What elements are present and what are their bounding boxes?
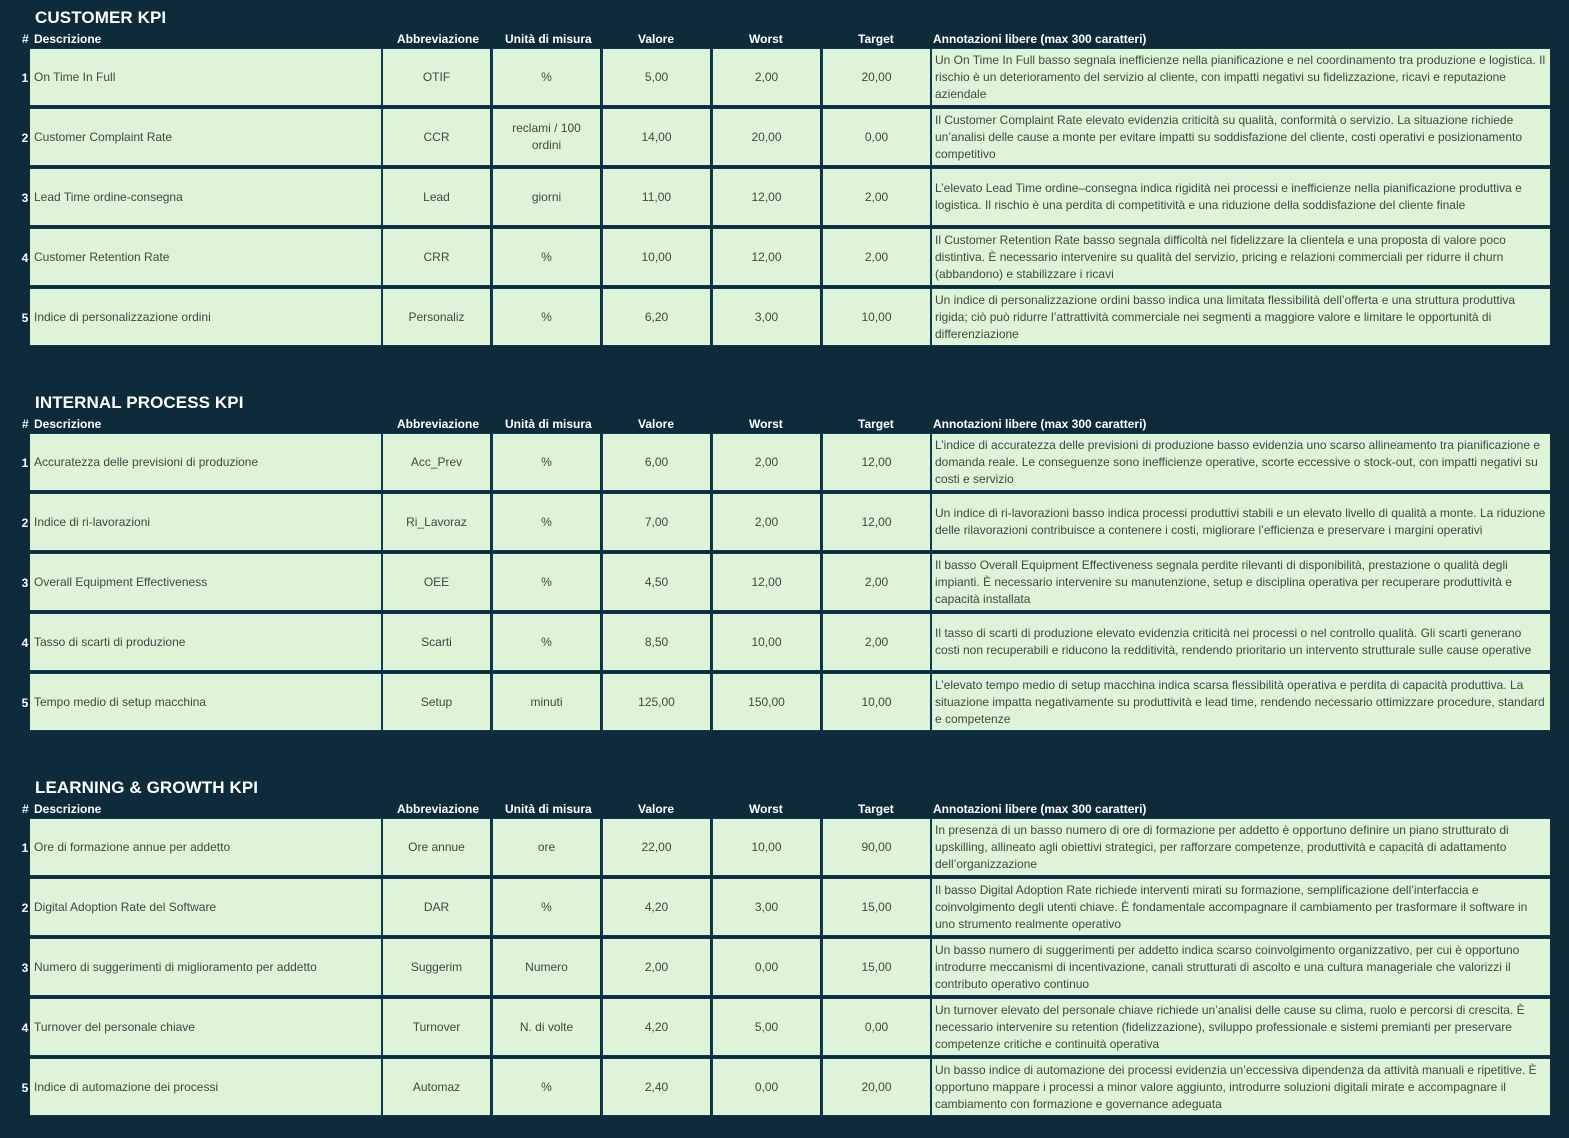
cell-desc[interactable]: Tempo medio di setup macchina [30, 673, 381, 731]
cell-unit[interactable]: % [491, 878, 600, 936]
table-row [0, 938, 1569, 998]
row-number: 5 [21, 1081, 29, 1095]
header-num: # [22, 32, 29, 46]
cell-note[interactable]: Il basso Digital Adoption Rate richiede interventi mirati su formazione, semplificazione dell’interfaccia e coinvolgimento degli utenti chiave. È fondamentale accompagnare il cambiamento per trasformare il software in uno strumento realmente operativo [930, 878, 1550, 936]
cell-worst[interactable]: 5,00 [711, 998, 820, 1056]
header-desc: Descrizione [34, 802, 102, 816]
cell-abbr[interactable]: Automaz [381, 1058, 490, 1116]
cell-abbr[interactable]: Suggerim [381, 938, 490, 996]
cell-unit[interactable]: % [491, 493, 600, 551]
cell-target[interactable]: 2,00 [821, 228, 930, 286]
row-number: 3 [21, 576, 29, 590]
header-val: Valore [638, 32, 675, 46]
cell-target[interactable]: 12,00 [821, 433, 930, 491]
cell-abbr[interactable]: OTIF [381, 48, 490, 106]
cell-abbr[interactable]: OEE [381, 553, 490, 611]
cell-abbr[interactable]: Ore annue [381, 818, 490, 876]
cell-desc[interactable]: Accuratezza delle previsioni di produzione [30, 433, 381, 491]
cell-note[interactable]: Il basso Overall Equipment Effectiveness segnala perdite rilevanti di disponibilità, prestazione o qualità degli impianti. È necessario intervenire su manutenzione, setup e disciplina operativa per recuperare produttività e capacità installata [930, 553, 1550, 611]
cell-note[interactable]: L’elevato Lead Time ordine–consegna indica rigidità nei processi e inefficienze nella pianificazione produttiva e logistica. Il rischio è una perdita di competitività e una riduzione della soddisfazione del cliente finale [930, 168, 1550, 226]
cell-worst[interactable]: 0,00 [711, 1058, 820, 1116]
cell-value[interactable]: 22,00 [601, 818, 710, 876]
header-desc: Descrizione [34, 32, 102, 46]
cell-desc[interactable]: Indice di ri-lavorazioni [30, 493, 381, 551]
header-note: Annotazioni libere (max 300 caratteri) [933, 32, 1147, 46]
cell-abbr[interactable]: Ri_Lavoraz [381, 493, 490, 551]
header-note: Annotazioni libere (max 300 caratteri) [933, 802, 1147, 816]
cell-unit[interactable]: ore [491, 818, 600, 876]
cell-abbr[interactable]: Acc_Prev [381, 433, 490, 491]
cell-desc[interactable]: Customer Complaint Rate [30, 108, 381, 166]
cell-unit[interactable]: % [491, 433, 600, 491]
table-row [0, 108, 1569, 168]
cell-unit[interactable]: minuti [491, 673, 600, 731]
cell-target[interactable]: 10,00 [821, 288, 930, 346]
column-header-row [0, 417, 1569, 433]
cell-abbr[interactable]: Personaliz [381, 288, 490, 346]
cell-desc[interactable]: Ore di formazione annue per addetto [30, 818, 381, 876]
row-number: 4 [21, 636, 29, 650]
cell-worst[interactable]: 0,00 [711, 938, 820, 996]
header-worst: Worst [749, 417, 783, 431]
cell-worst[interactable]: 12,00 [711, 228, 820, 286]
row-number: 1 [21, 71, 29, 85]
cell-desc[interactable]: Customer Retention Rate [30, 228, 381, 286]
cell-worst[interactable]: 150,00 [711, 673, 820, 731]
cell-value[interactable]: 6,00 [601, 433, 710, 491]
cell-value[interactable]: 7,00 [601, 493, 710, 551]
row-number: 1 [21, 456, 29, 470]
row-number: 1 [21, 841, 29, 855]
cell-note[interactable]: Un turnover elevato del personale chiave richiede un’analisi delle cause su clima, ruolo e percorsi di crescita. È necessario intervenire su retention (fidelizzazione), sviluppo professionale e sistemi premianti per preservare competenze critiche e continuità operativa [930, 998, 1550, 1056]
row-number: 2 [21, 131, 29, 145]
header-worst: Worst [749, 32, 783, 46]
cell-unit[interactable]: reclami / 100 ordini [491, 108, 600, 166]
cell-target[interactable]: 20,00 [821, 1058, 930, 1116]
cell-note[interactable]: Un indice di personalizzazione ordini basso indica una limitata flessibilità dell’offerta e una struttura produttiva rigida; ciò può ridurre l’attrattività commerciale nei segmenti a maggiore valore e limitare le opportunità di differenziazione [930, 288, 1550, 346]
cell-desc[interactable]: Indice di automazione dei processi [30, 1058, 381, 1116]
cell-value[interactable]: 11,00 [601, 168, 710, 226]
table-row [0, 613, 1569, 673]
cell-value[interactable]: 4,50 [601, 553, 710, 611]
header-unit: Unità di misura [505, 417, 592, 431]
cell-note[interactable]: Il tasso di scarti di produzione elevato evidenzia criticità nei processi o nel controllo qualità. Gli scarti generano costi non recuperabili e riducono la redditività, rendendo prioritario un intervento strutturale sulle cause operative [930, 613, 1550, 671]
row-number: 4 [21, 251, 29, 265]
column-header-row [0, 32, 1569, 48]
cell-value[interactable]: 6,20 [601, 288, 710, 346]
cell-value[interactable]: 2,00 [601, 938, 710, 996]
cell-value[interactable]: 4,20 [601, 878, 710, 936]
cell-value[interactable]: 14,00 [601, 108, 710, 166]
cell-desc[interactable]: Lead Time ordine-consegna [30, 168, 381, 226]
cell-desc[interactable]: Overall Equipment Effectiveness [30, 553, 381, 611]
header-unit: Unità di misura [505, 32, 592, 46]
cell-target[interactable]: 12,00 [821, 493, 930, 551]
cell-unit[interactable]: % [491, 228, 600, 286]
row-number: 4 [21, 1021, 29, 1035]
cell-target[interactable]: 15,00 [821, 878, 930, 936]
row-number: 5 [21, 696, 29, 710]
header-worst: Worst [749, 802, 783, 816]
cell-target[interactable]: 2,00 [821, 168, 930, 226]
table-row [0, 1058, 1569, 1118]
section-title: CUSTOMER KPI [35, 8, 167, 27]
cell-abbr[interactable]: Scarti [381, 613, 490, 671]
header-note: Annotazioni libere (max 300 caratteri) [933, 417, 1147, 431]
table-row [0, 493, 1569, 553]
cell-worst[interactable]: 12,00 [711, 168, 820, 226]
cell-worst[interactable]: 3,00 [711, 288, 820, 346]
cell-unit[interactable]: % [491, 613, 600, 671]
cell-unit[interactable]: Numero [491, 938, 600, 996]
cell-desc[interactable]: Indice di personalizzazione ordini [30, 288, 381, 346]
cell-value[interactable]: 4,20 [601, 998, 710, 1056]
table-row [0, 48, 1569, 108]
cell-abbr[interactable]: Turnover [381, 998, 490, 1056]
row-number: 3 [21, 191, 29, 205]
table-row [0, 168, 1569, 228]
cell-unit[interactable]: % [491, 288, 600, 346]
cell-worst[interactable]: 10,00 [711, 613, 820, 671]
cell-note[interactable]: L’indice di accuratezza delle previsioni di produzione basso evidenzia uno scarso allineamento tra pianificazione e domanda reale. Le conseguenze sono inefficienze operative, scorte eccessive o stock-out, con impatti negativi su costi e servizio [930, 433, 1550, 491]
cell-value[interactable]: 5,00 [601, 48, 710, 106]
cell-abbr[interactable]: DAR [381, 878, 490, 936]
header-val: Valore [638, 417, 675, 431]
cell-desc[interactable]: Turnover del personale chiave [30, 998, 381, 1056]
table-row [0, 818, 1569, 878]
cell-value[interactable]: 10,00 [601, 228, 710, 286]
header-val: Valore [638, 802, 675, 816]
table-row [0, 553, 1569, 613]
header-num: # [22, 802, 29, 816]
cell-target[interactable]: 2,00 [821, 553, 930, 611]
row-number: 3 [21, 961, 29, 975]
cell-abbr[interactable]: CCR [381, 108, 490, 166]
table-row [0, 998, 1569, 1058]
table-row [0, 673, 1569, 733]
cell-unit[interactable]: giorni [491, 168, 600, 226]
cell-note[interactable]: Il Customer Retention Rate basso segnala difficoltà nel fidelizzare la clientela e una proposta di valore poco distintiva. È necessario intervenire su qualità del servizio, pricing e relazioni commerciali per ridurre il churn (abbandono) e stabilizzare i ricavi [930, 228, 1550, 286]
row-number: 2 [21, 901, 29, 915]
header-num: # [22, 417, 29, 431]
table-row [0, 288, 1569, 348]
cell-worst[interactable]: 12,00 [711, 553, 820, 611]
header-target: Target [858, 32, 894, 46]
row-number: 5 [21, 311, 29, 325]
cell-desc[interactable]: Numero di suggerimenti di miglioramento per addetto [30, 938, 381, 996]
cell-target[interactable]: 0,00 [821, 108, 930, 166]
cell-target[interactable]: 20,00 [821, 48, 930, 106]
cell-target[interactable]: 15,00 [821, 938, 930, 996]
table-row [0, 433, 1569, 493]
cell-target[interactable]: 90,00 [821, 818, 930, 876]
header-desc: Descrizione [34, 417, 102, 431]
cell-note[interactable]: Un indice di ri-lavorazioni basso indica processi produttivi stabili e un elevato livello di qualità a monte. La riduzione delle rilavorazioni contribuisce a contenere i costi, migliorare l’efficienza e preservare i margini operativi [930, 493, 1550, 551]
table-row [0, 228, 1569, 288]
cell-worst[interactable]: 2,00 [711, 433, 820, 491]
cell-worst[interactable]: 2,00 [711, 48, 820, 106]
cell-desc[interactable]: Tasso di scarti di produzione [30, 613, 381, 671]
cell-note[interactable]: In presenza di un basso numero di ore di formazione per addetto è opportuno definire un piano strutturato di upskilling, allineato agli obiettivi strategici, per rafforzare competenze, produttività e capacità di adattamento dell’organizzazione [930, 818, 1550, 876]
cell-worst[interactable]: 20,00 [711, 108, 820, 166]
header-abbr: Abbreviazione [397, 417, 480, 431]
cell-abbr[interactable]: Lead [381, 168, 490, 226]
header-target: Target [858, 417, 894, 431]
header-abbr: Abbreviazione [397, 802, 480, 816]
cell-value[interactable]: 125,00 [601, 673, 710, 731]
cell-unit[interactable]: % [491, 553, 600, 611]
cell-unit[interactable]: % [491, 1058, 600, 1116]
cell-value[interactable]: 8,50 [601, 613, 710, 671]
header-abbr: Abbreviazione [397, 32, 480, 46]
cell-abbr[interactable]: CRR [381, 228, 490, 286]
cell-target[interactable]: 10,00 [821, 673, 930, 731]
cell-note[interactable]: Un basso indice di automazione dei processi evidenzia un’eccessiva dipendenza da attività manuali e ripetitive. È opportuno mappare i processi a minor valore aggiunto, introdurre soluzioni digitali mirate e accompagnare il cambiamento con formazione e governance adeguata [930, 1058, 1550, 1116]
cell-desc[interactable]: Digital Adoption Rate del Software [30, 878, 381, 936]
cell-value[interactable]: 2,40 [601, 1058, 710, 1116]
cell-target[interactable]: 0,00 [821, 998, 930, 1056]
row-number: 2 [21, 516, 29, 530]
cell-note[interactable]: Un On Time In Full basso segnala inefficienze nella pianificazione e nel coordinamento tra produzione e logistica. Il rischio è un deterioramento del servizio al cliente, con impatti negativi su fidelizzazione, ricavi e reputazione aziendale [930, 48, 1550, 106]
cell-desc[interactable]: On Time In Full [30, 48, 381, 106]
section-title: LEARNING & GROWTH KPI [35, 778, 259, 797]
cell-note[interactable]: Il Customer Complaint Rate elevato evidenzia criticità su qualità, conformità o servizio. La situazione richiede un’analisi delle cause a monte per evitare impatti su soddisfazione del cliente, costi operativi e posizionamento competitivo [930, 108, 1550, 166]
cell-note[interactable]: Un basso numero di suggerimenti per addetto indica scarso coinvolgimento organizzativo, per cui è opportuno introdurre meccanismi di incentivazione, canali strutturati di ascolto e una cultura manageriale che valorizzi il contributo operativo continuo [930, 938, 1550, 996]
cell-unit[interactable]: N. di volte [491, 998, 600, 1056]
cell-note[interactable]: L’elevato tempo medio di setup macchina indica scarsa flessibilità operativa e perdita di capacità produttiva. La situazione impatta negativamente su produttività e lead time, rendendo necessario ottimizzare procedure, standard e competenze [930, 673, 1550, 731]
cell-worst[interactable]: 2,00 [711, 493, 820, 551]
header-target: Target [858, 802, 894, 816]
cell-abbr[interactable]: Setup [381, 673, 490, 731]
table-row [0, 878, 1569, 938]
column-header-row [0, 802, 1569, 818]
cell-worst[interactable]: 3,00 [711, 878, 820, 936]
header-unit: Unità di misura [505, 802, 592, 816]
cell-worst[interactable]: 10,00 [711, 818, 820, 876]
section-title: INTERNAL PROCESS KPI [35, 393, 244, 412]
cell-unit[interactable]: % [491, 48, 600, 106]
cell-target[interactable]: 2,00 [821, 613, 930, 671]
